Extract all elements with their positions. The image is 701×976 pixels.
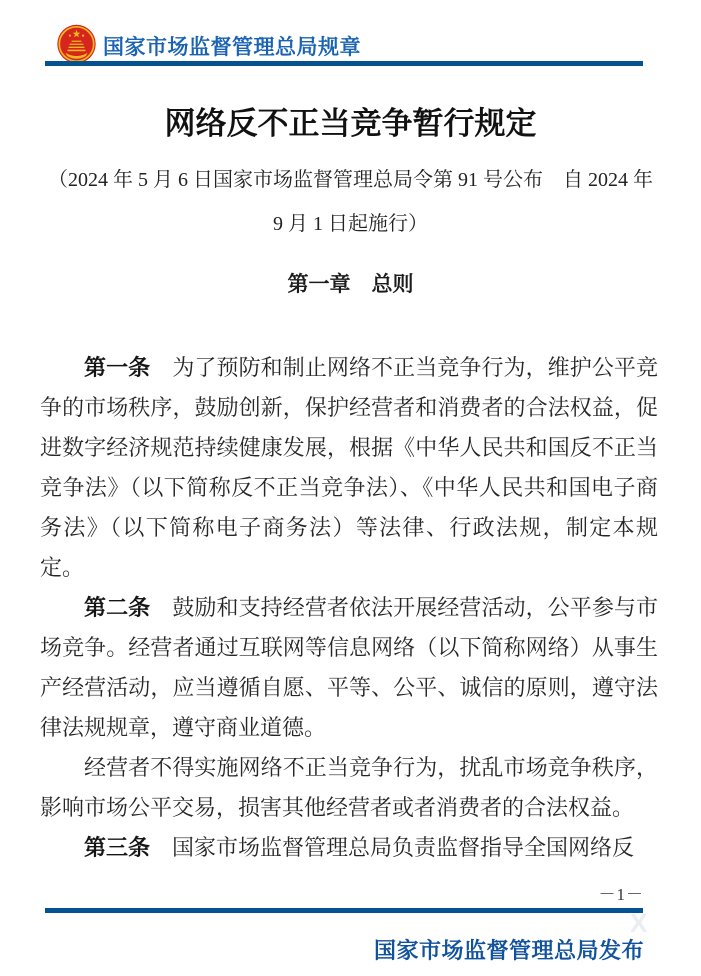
article-number: 第三条 bbox=[84, 835, 151, 860]
body-paragraph: 第二条 鼓励和支持经营者依法开展经营活动，公平参与市场竞争。经营者通过互联网等信息网络（以下简称网络）从事生产经营活动，应当遵循自愿、平等、公平、诚信的原则，遵守法律法规规章，遵守商业道德。 bbox=[40, 595, 658, 740]
watermark-x: X bbox=[630, 908, 648, 938]
promulgation-note: （2024 年 5 月 6 日国家市场监督管理总局令第 91 号公布 自 2024 年 9 月 1 日起施行） bbox=[48, 169, 653, 235]
body-paragraphs bbox=[40, 348, 658, 868]
body-paragraph: 第一条 为了预防和制止网络不正当竞争行为，维护公平竞争的市场秩序，鼓励创新，保护经营者和消费者的合法权益，促进数字经济规范持续健康发展，根据《中华人民共和国反不正当竞争法》（以下简称反不正当竞争法）、《中华人民共和国电子商务法》（以下简称电子商务法）等法律、行政法规，制定本规定。 bbox=[40, 355, 658, 580]
masthead-title: 国家市场监督管理总局规章 bbox=[103, 36, 361, 59]
header-divider bbox=[45, 61, 643, 66]
footer-divider bbox=[45, 908, 643, 913]
publisher-line: 国家市场监督管理总局发布 bbox=[373, 938, 644, 963]
document-title: 网络反不正当竞争暂行规定 bbox=[164, 106, 537, 141]
chapter-heading: 第一章 总则 bbox=[287, 273, 414, 296]
body-paragraph: 经营者不得实施网络不正当竞争行为，扰乱市场竞争秩序，影响市场公平交易，损害其他经营者或者消费者的合法权益。 bbox=[40, 755, 658, 820]
article-number: 第一条 bbox=[84, 355, 151, 380]
page-number: －1－ bbox=[598, 885, 644, 904]
national-emblem-icon bbox=[56, 24, 97, 64]
body-paragraph: 第三条 国家市场监督管理总局负责监督指导全国网络反 bbox=[84, 835, 635, 860]
article-number: 第二条 bbox=[84, 595, 151, 620]
